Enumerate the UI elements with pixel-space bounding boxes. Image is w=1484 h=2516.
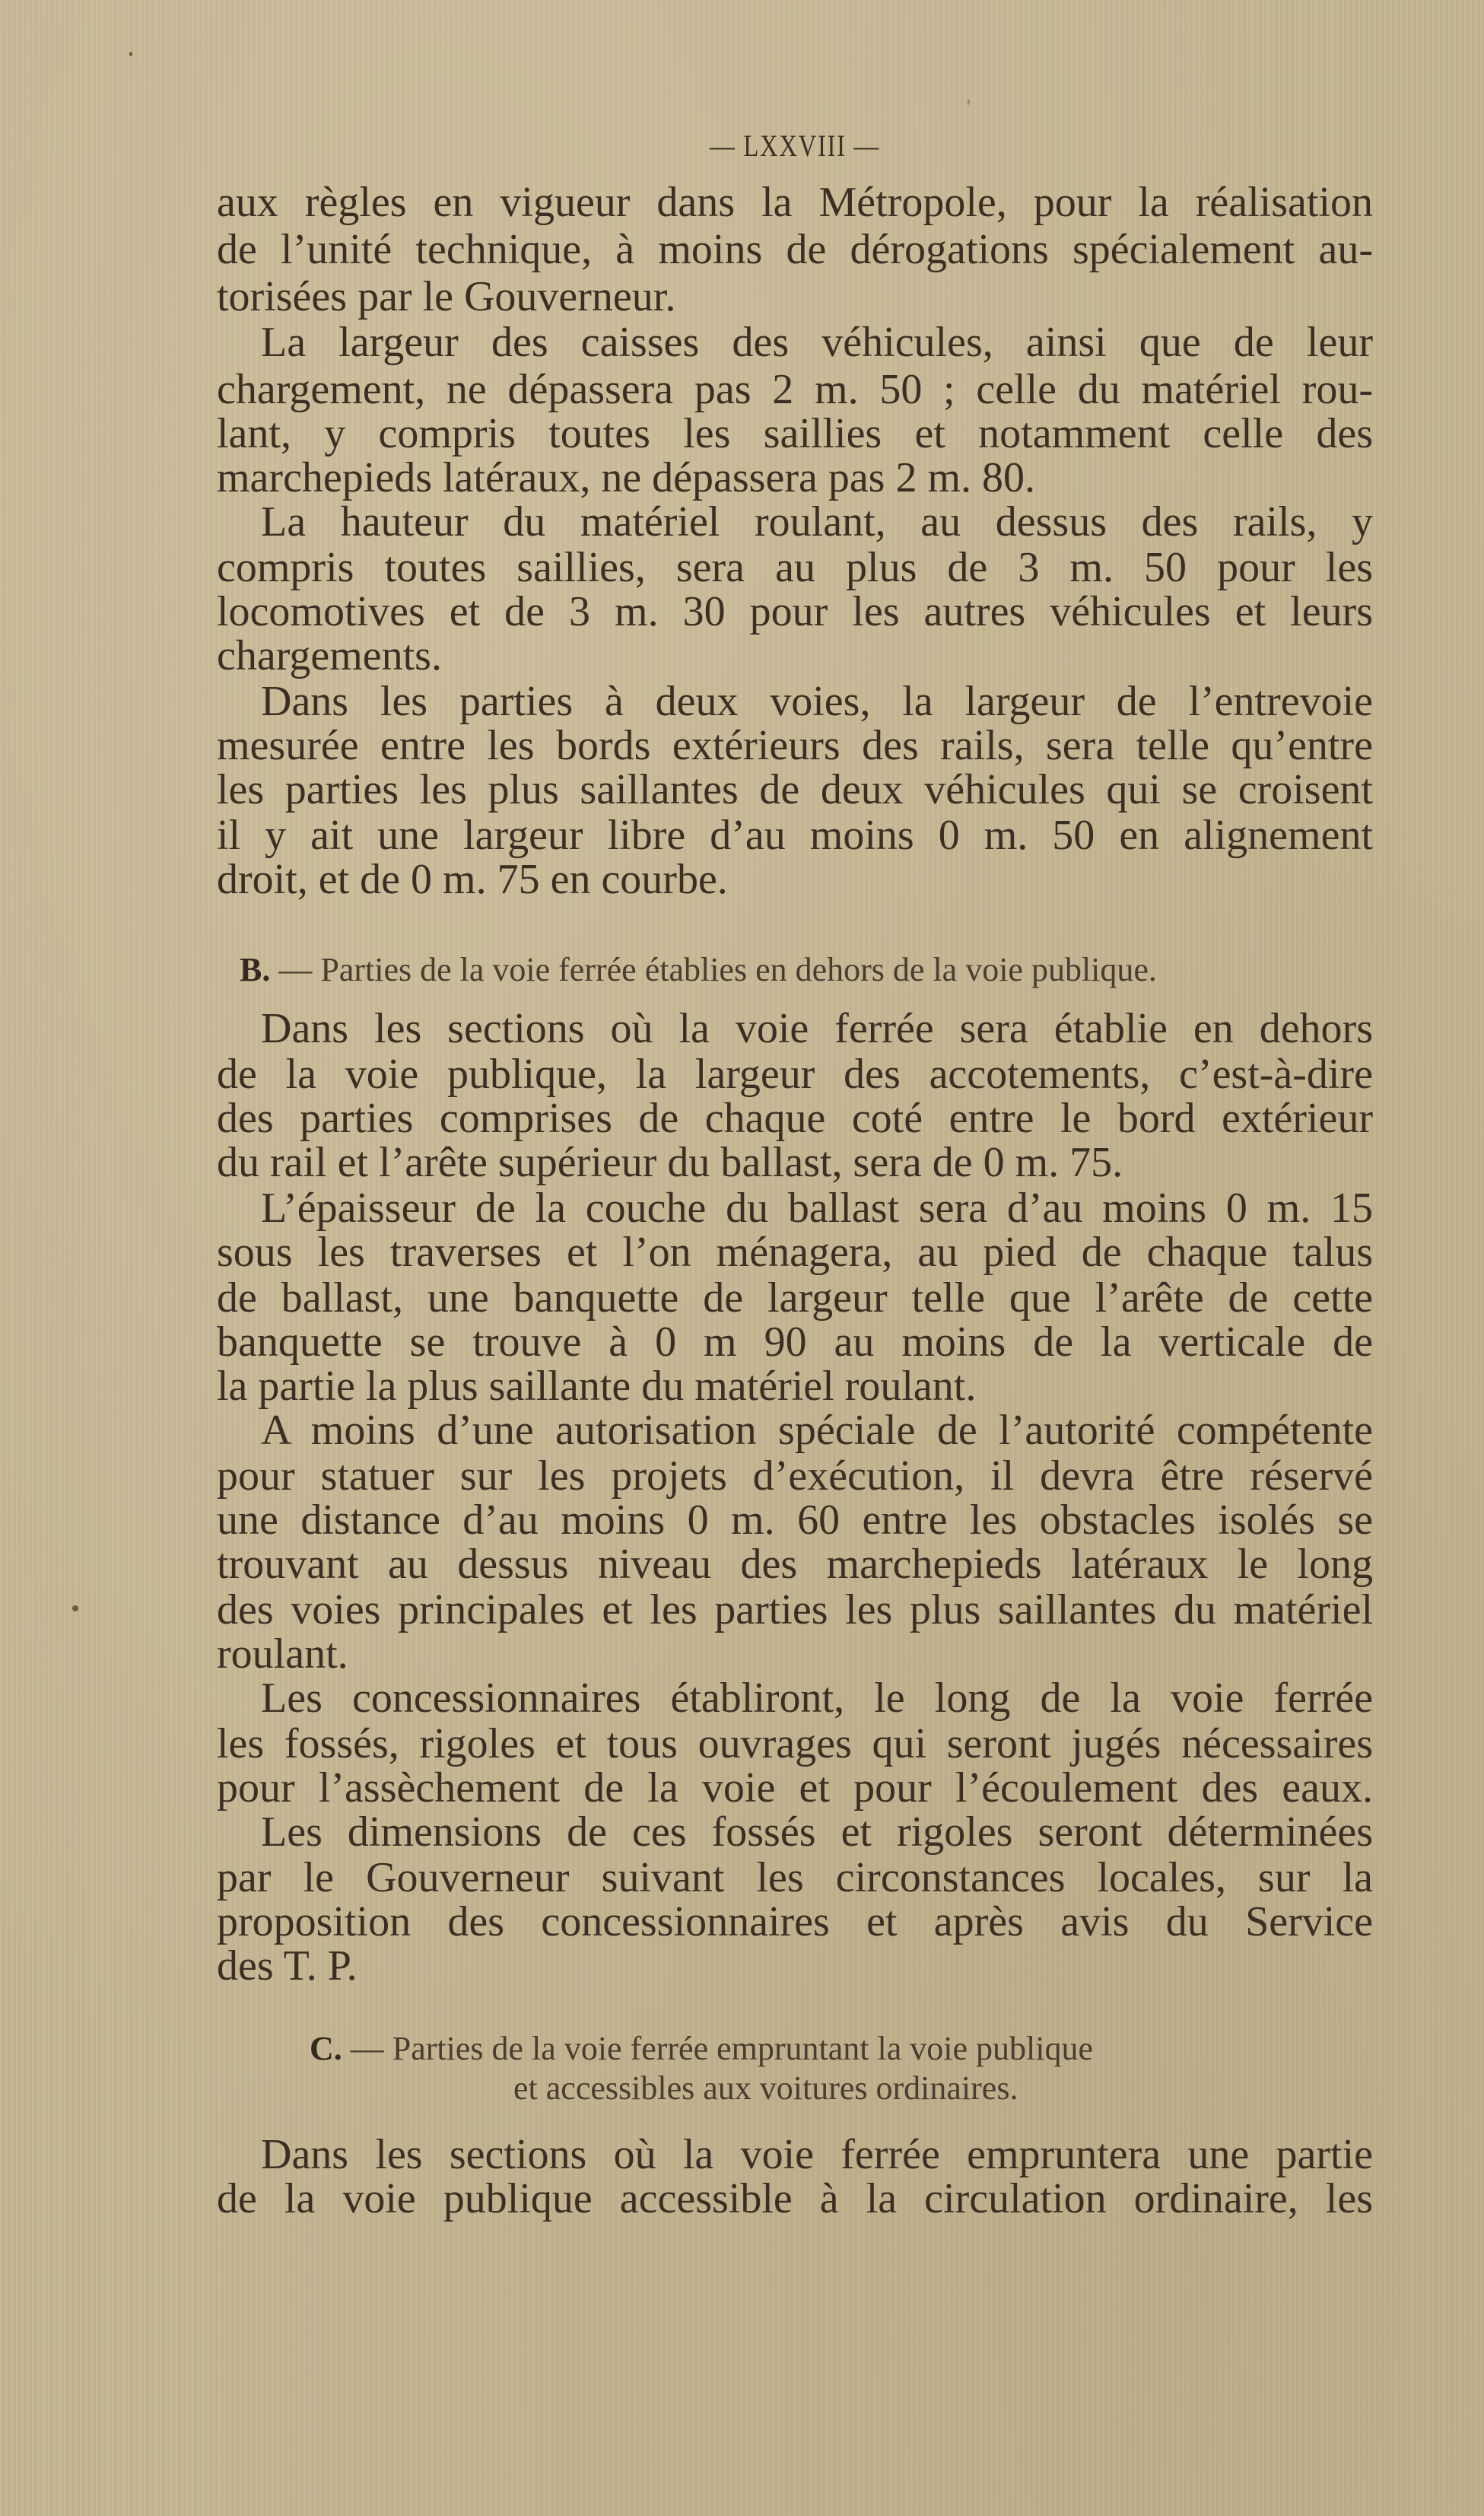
section-letter: C.: [310, 2030, 342, 2067]
section-letter: B.: [240, 951, 271, 988]
text-line: de ballast, une banquette de largeur telle que l’arête de cette: [217, 1274, 1373, 1322]
text-line: pour l’assèchement de la voie et pour l’écoulement des eaux.: [217, 1764, 1373, 1811]
text-line: Dans les sections où la voie ferrée empruntera une partie: [261, 2131, 1373, 2178]
text-line: roulant.: [217, 1630, 348, 1678]
text-line: aux règles en vigueur dans la Métropole, pour la réalisation: [217, 179, 1373, 226]
text-line: les parties les plus saillantes de deux véhicules qui se croisent: [217, 766, 1373, 813]
text-line: de la voie publique, la largeur des accotements, c’est-à-dire: [217, 1051, 1373, 1098]
text-line: Dans les sections où la voie ferrée sera établie en dehors: [261, 1005, 1373, 1052]
section-c-heading-line-2: et accessibles aux voitures ordinaires.: [513, 2069, 1018, 2107]
section-title: — Parties de la voie ferrée établies en dehors de la voie publique.: [278, 951, 1157, 988]
text-line: La hauteur du matériel roulant, au dessus des rails, y: [261, 498, 1373, 546]
text-line: par le Gouverneur suivant les circonstances locales, sur la: [217, 1854, 1373, 1901]
text-line: Les concessionnaires établiront, le long de la voie ferrée: [261, 1675, 1373, 1722]
text-line: lant, y compris toutes les saillies et notamment celle des: [217, 410, 1373, 457]
text-line: chargement, ne dépassera pas 2 m. 50 ; celle du matériel rou-: [217, 366, 1373, 413]
text-line: marchepieds latéraux, ne dépassera pas 2 m. 80.: [217, 454, 1036, 501]
section-title-line-1: — Parties de la voie ferrée empruntant la voie publique: [350, 2030, 1093, 2067]
text-line: de la voie publique accessible à la circulation ordinaire, les: [217, 2175, 1373, 2222]
text-line: torisées par le Gouverneur.: [217, 273, 676, 320]
paper-speck: [72, 1605, 78, 1611]
page-number-header: — LXXVIII —: [710, 129, 880, 163]
paper-speck: [968, 99, 970, 105]
text-line: des T. P.: [217, 1942, 357, 1990]
text-line: des parties comprises de chaque coté entre le bord extérieur: [217, 1095, 1373, 1142]
text-line: il y ait une largeur libre d’au moins 0 m. 50 en alignement: [217, 812, 1373, 859]
text-line: A moins d’une autorisation spéciale de l’autorité compétente: [261, 1407, 1373, 1454]
text-line: droit, et de 0 m. 75 en courbe.: [217, 856, 728, 903]
section-b-heading: [240, 951, 1396, 989]
paper-speck: [129, 52, 132, 56]
text-line: du rail et l’arête supérieur du ballast, sera de 0 m. 75.: [217, 1139, 1123, 1186]
text-line: proposition des concessionnaires et après avis du Service: [217, 1898, 1373, 1945]
text-line: L’épaisseur de la couche du ballast sera d’au moins 0 m. 15: [261, 1185, 1373, 1232]
text-line: mesurée entre les bords extérieurs des rails, sera telle qu’entre: [217, 722, 1373, 769]
section-c-heading: [310, 2030, 1374, 2068]
text-line: Les dimensions de ces fossés et rigoles seront déterminées: [261, 1808, 1373, 1856]
text-line: sous les traverses et l’on ménagera, au pied de chaque talus: [217, 1229, 1373, 1276]
text-line: pour statuer sur les projets d’exécution, il devra être réservé: [217, 1452, 1373, 1500]
text-line: banquette se trouve à 0 m 90 au moins de la verticale de: [217, 1318, 1373, 1366]
text-line: des voies principales et les parties les plus saillantes du matériel: [217, 1586, 1373, 1633]
text-line: compris toutes saillies, sera au plus de 3 m. 50 pour les: [217, 544, 1373, 591]
text-line: chargements.: [217, 632, 442, 679]
text-line: trouvant au dessus niveau des marchepieds latéraux le long: [217, 1541, 1373, 1588]
text-line: de l’unité technique, à moins de dérogations spécialement au-: [217, 226, 1373, 273]
text-line: Dans les parties à deux voies, la largeur de l’entrevoie: [261, 678, 1373, 725]
text-line: locomotives et de 3 m. 30 pour les autres véhicules et leurs: [217, 588, 1373, 635]
text-line: La largeur des caisses des véhicules, ainsi que de leur: [261, 319, 1373, 366]
text-line: les fossés, rigoles et tous ouvrages qui seront jugés nécessaires: [217, 1720, 1373, 1767]
text-line: une distance d’au moins 0 m. 60 entre les obstacles isolés se: [217, 1497, 1373, 1544]
text-line: la partie la plus saillante du matériel roulant.: [217, 1363, 977, 1410]
